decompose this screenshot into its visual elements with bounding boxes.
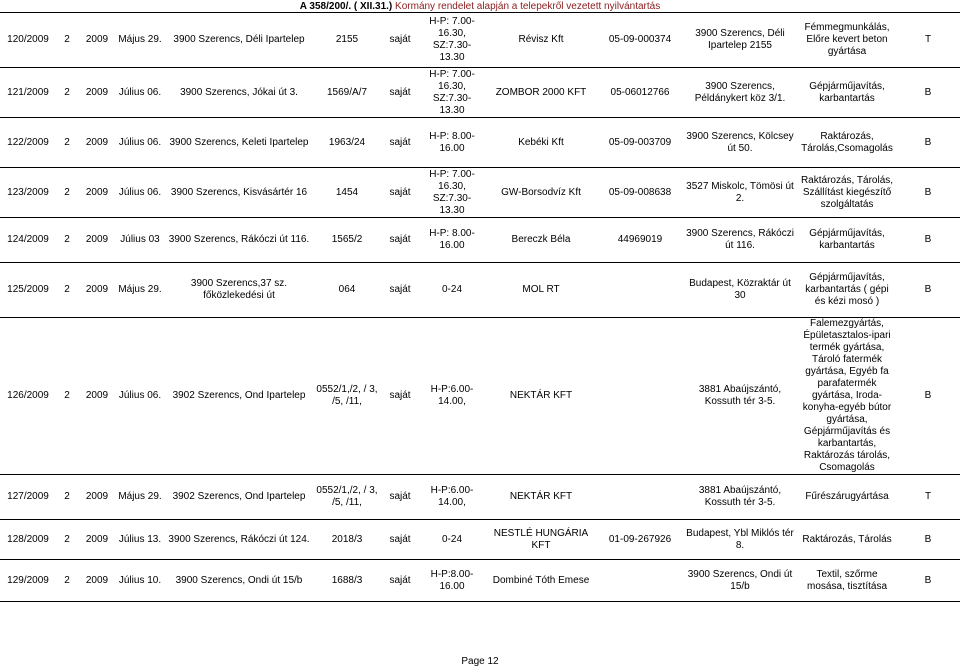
copy-count-cell: 2 xyxy=(56,520,78,560)
opening-hours-cell: 0-24 xyxy=(420,520,484,560)
activity-cell: Falemezgyártás, Épületasztalos-ipari termék gyártása, Tároló fatermék gyártása, Egyéb fa parafatermék gyártása, Iroda-konyha-egyéb bútor gyártása, Gépjárműjavítás és karbantartás, Raktározás tárolás, Csomagolás xyxy=(798,318,896,475)
copy-count-cell: 2 xyxy=(56,475,78,520)
company-address-cell: 3881 Abaújszántó, Kossuth tér 3-5. xyxy=(682,475,798,520)
table-row xyxy=(0,263,960,318)
lot-number-cell: 2155 xyxy=(314,13,380,68)
year-cell: 2009 xyxy=(78,560,116,602)
category-cell: B xyxy=(896,263,960,318)
copy-count-cell: 2 xyxy=(56,218,78,263)
company-name-cell: GW-Borsodvíz Kft xyxy=(484,168,598,218)
table-row xyxy=(0,68,960,118)
category-cell: B xyxy=(896,218,960,263)
company-address-cell: Budapest, Ybl Miklós tér 8. xyxy=(682,520,798,560)
date-cell: Július 10. xyxy=(116,560,164,602)
company-name-cell: NEKTÁR KFT xyxy=(484,475,598,520)
date-cell: Július 06. xyxy=(116,68,164,118)
company-address-cell: 3527 Miskolc, Tömösi út 2. xyxy=(682,168,798,218)
ownership-cell: saját xyxy=(380,263,420,318)
lot-number-cell: 1963/24 xyxy=(314,118,380,168)
activity-cell: Gépjárműjavítás, karbantartás ( gépi és kézi mosó ) xyxy=(798,263,896,318)
year-cell: 2009 xyxy=(78,263,116,318)
record-number-cell: 122/2009 xyxy=(0,118,56,168)
registration-number-cell: 01-09-267926 xyxy=(598,520,682,560)
company-address-cell: 3900 Szerencs, Ondi út 15/b xyxy=(682,560,798,602)
year-cell: 2009 xyxy=(78,68,116,118)
category-cell: B xyxy=(896,520,960,560)
company-address-cell: 3900 Szerencs, Példánykert köz 3/1. xyxy=(682,68,798,118)
opening-hours-cell: H-P: 7.00-16.30, SZ:7.30-13.30 xyxy=(420,168,484,218)
category-cell: B xyxy=(896,560,960,602)
activity-cell: Raktározás, Tárolás xyxy=(798,520,896,560)
record-number-cell: 121/2009 xyxy=(0,68,56,118)
lot-number-cell: 1569/A/7 xyxy=(314,68,380,118)
page-header-title: Kormány rendelet alapján a telepekről vezetett nyilvántartás xyxy=(395,1,661,12)
copy-count-cell: 2 xyxy=(56,318,78,475)
year-cell: 2009 xyxy=(78,318,116,475)
copy-count-cell: 2 xyxy=(56,263,78,318)
page-number: Page 12 xyxy=(461,656,499,667)
lot-number-cell: 0552/1,/2, / 3, /5, /11, xyxy=(314,475,380,520)
copy-count-cell: 2 xyxy=(56,560,78,602)
ownership-cell: saját xyxy=(380,168,420,218)
copy-count-cell: 2 xyxy=(56,68,78,118)
activity-cell: Raktározás, Tárolás, Szállítást kiegészítő szolgáltatás xyxy=(798,168,896,218)
registration-number-cell xyxy=(598,263,682,318)
site-address-cell: 3900 Szerencs, Rákóczi út 116. xyxy=(164,218,314,263)
date-cell: Július 06. xyxy=(116,118,164,168)
opening-hours-cell: H-P:8.00-16.00 xyxy=(420,560,484,602)
site-address-cell: 3900 Szerencs, Ondi út 15/b xyxy=(164,560,314,602)
ownership-cell: saját xyxy=(380,520,420,560)
category-cell: B xyxy=(896,118,960,168)
category-cell: T xyxy=(896,13,960,68)
company-address-cell: 3900 Szerencs, Déli Ipartelep 2155 xyxy=(682,13,798,68)
company-name-cell: Bereczk Béla xyxy=(484,218,598,263)
table-row xyxy=(0,560,960,602)
opening-hours-cell: H-P: 7.00-16.30, SZ:7.30-13.30 xyxy=(420,13,484,68)
date-cell: Május 29. xyxy=(116,475,164,520)
year-cell: 2009 xyxy=(78,218,116,263)
year-cell: 2009 xyxy=(78,520,116,560)
site-address-cell: 3900 Szerencs, Kisvásártér 16 xyxy=(164,168,314,218)
ownership-cell: saját xyxy=(380,118,420,168)
date-cell: Május 29. xyxy=(116,263,164,318)
date-cell: Július 03 xyxy=(116,218,164,263)
date-cell: Július 06. xyxy=(116,168,164,218)
ownership-cell: saját xyxy=(380,475,420,520)
record-number-cell: 129/2009 xyxy=(0,560,56,602)
register-table xyxy=(0,12,960,602)
lot-number-cell: 2018/3 xyxy=(314,520,380,560)
date-cell: Július 13. xyxy=(116,520,164,560)
activity-cell: Gépjárműjavítás, karbantartás xyxy=(798,218,896,263)
opening-hours-cell: H-P:6.00-14.00, xyxy=(420,475,484,520)
record-number-cell: 128/2009 xyxy=(0,520,56,560)
year-cell: 2009 xyxy=(78,118,116,168)
regulation-number: A 358/200/. ( XII.31.) xyxy=(299,1,393,12)
category-cell: B xyxy=(896,168,960,218)
opening-hours-cell: H-P:6.00-14.00, xyxy=(420,318,484,475)
registration-number-cell: 05-09-008638 xyxy=(598,168,682,218)
opening-hours-cell: H-P: 7.00-16.30, SZ:7.30-13.30 xyxy=(420,68,484,118)
record-number-cell: 127/2009 xyxy=(0,475,56,520)
company-name-cell: Kebéki Kft xyxy=(484,118,598,168)
lot-number-cell: 0552/1,/2, / 3, /5, /11, xyxy=(314,318,380,475)
ownership-cell: saját xyxy=(380,218,420,263)
copy-count-cell: 2 xyxy=(56,118,78,168)
company-name-cell: Dombiné Tóth Emese xyxy=(484,560,598,602)
date-cell: Május 29. xyxy=(116,13,164,68)
ownership-cell: saját xyxy=(380,68,420,118)
site-address-cell: 3900 Szerencs,37 sz. főközlekedési út xyxy=(164,263,314,318)
activity-cell: Textil, szőrme mosása, tisztítása xyxy=(798,560,896,602)
ownership-cell: saját xyxy=(380,560,420,602)
table-row xyxy=(0,475,960,520)
year-cell: 2009 xyxy=(78,13,116,68)
activity-cell: Fémmegmunkálás, Előre kevert beton gyártása xyxy=(798,13,896,68)
year-cell: 2009 xyxy=(78,475,116,520)
registration-number-cell: 44969019 xyxy=(598,218,682,263)
record-number-cell: 124/2009 xyxy=(0,218,56,263)
company-name-cell: Révisz Kft xyxy=(484,13,598,68)
category-cell: T xyxy=(896,475,960,520)
activity-cell: Gépjárműjavítás, karbantartás xyxy=(798,68,896,118)
company-name-cell: MOL RT xyxy=(484,263,598,318)
opening-hours-cell: H-P: 8.00-16.00 xyxy=(420,118,484,168)
site-address-cell: 3900 Szerencs, Jókai út 3. xyxy=(164,68,314,118)
site-address-cell: 3900 Szerencs, Déli Ipartelep xyxy=(164,13,314,68)
site-address-cell: 3902 Szerencs, Ond Ipartelep xyxy=(164,318,314,475)
site-address-cell: 3902 Szerencs, Ond Ipartelep xyxy=(164,475,314,520)
category-cell: B xyxy=(896,68,960,118)
category-cell: B xyxy=(896,318,960,475)
copy-count-cell: 2 xyxy=(56,13,78,68)
registration-number-cell: 05-09-000374 xyxy=(598,13,682,68)
lot-number-cell: 1454 xyxy=(314,168,380,218)
activity-cell: Fűrészárugyártása xyxy=(798,475,896,520)
table-row xyxy=(0,318,960,475)
registration-number-cell: 05-06012766 xyxy=(598,68,682,118)
ownership-cell: saját xyxy=(380,318,420,475)
table-row xyxy=(0,218,960,263)
lot-number-cell: 064 xyxy=(314,263,380,318)
record-number-cell: 126/2009 xyxy=(0,318,56,475)
registration-number-cell xyxy=(598,475,682,520)
activity-cell: Raktározás, Tárolás,Csomagolás xyxy=(798,118,896,168)
table-row xyxy=(0,168,960,218)
table-row xyxy=(0,118,960,168)
year-cell: 2009 xyxy=(78,168,116,218)
opening-hours-cell: H-P: 8.00-16.00 xyxy=(420,218,484,263)
opening-hours-cell: 0-24 xyxy=(420,263,484,318)
page-footer xyxy=(0,656,960,668)
register-table-body xyxy=(0,13,960,602)
site-address-cell: 3900 Szerencs, Rákóczi út 124. xyxy=(164,520,314,560)
company-address-cell: 3900 Szerencs, Rákóczi út 116. xyxy=(682,218,798,263)
copy-count-cell: 2 xyxy=(56,168,78,218)
ownership-cell: saját xyxy=(380,13,420,68)
record-number-cell: 125/2009 xyxy=(0,263,56,318)
lot-number-cell: 1688/3 xyxy=(314,560,380,602)
registration-number-cell: 05-09-003709 xyxy=(598,118,682,168)
registration-number-cell xyxy=(598,318,682,475)
record-number-cell: 120/2009 xyxy=(0,13,56,68)
site-address-cell: 3900 Szerencs, Keleti Ipartelep xyxy=(164,118,314,168)
table-row xyxy=(0,13,960,68)
lot-number-cell: 1565/2 xyxy=(314,218,380,263)
company-address-cell: Budapest, Közraktár út 30 xyxy=(682,263,798,318)
company-name-cell: ZOMBOR 2000 KFT xyxy=(484,68,598,118)
record-number-cell: 123/2009 xyxy=(0,168,56,218)
company-name-cell: NEKTÁR KFT xyxy=(484,318,598,475)
date-cell: Július 06. xyxy=(116,318,164,475)
registration-number-cell xyxy=(598,560,682,602)
table-row xyxy=(0,520,960,560)
company-name-cell: NESTLÉ HUNGÁRIA KFT xyxy=(484,520,598,560)
company-address-cell: 3881 Abaújszántó, Kossuth tér 3-5. xyxy=(682,318,798,475)
company-address-cell: 3900 Szerencs, Kölcsey út 50. xyxy=(682,118,798,168)
